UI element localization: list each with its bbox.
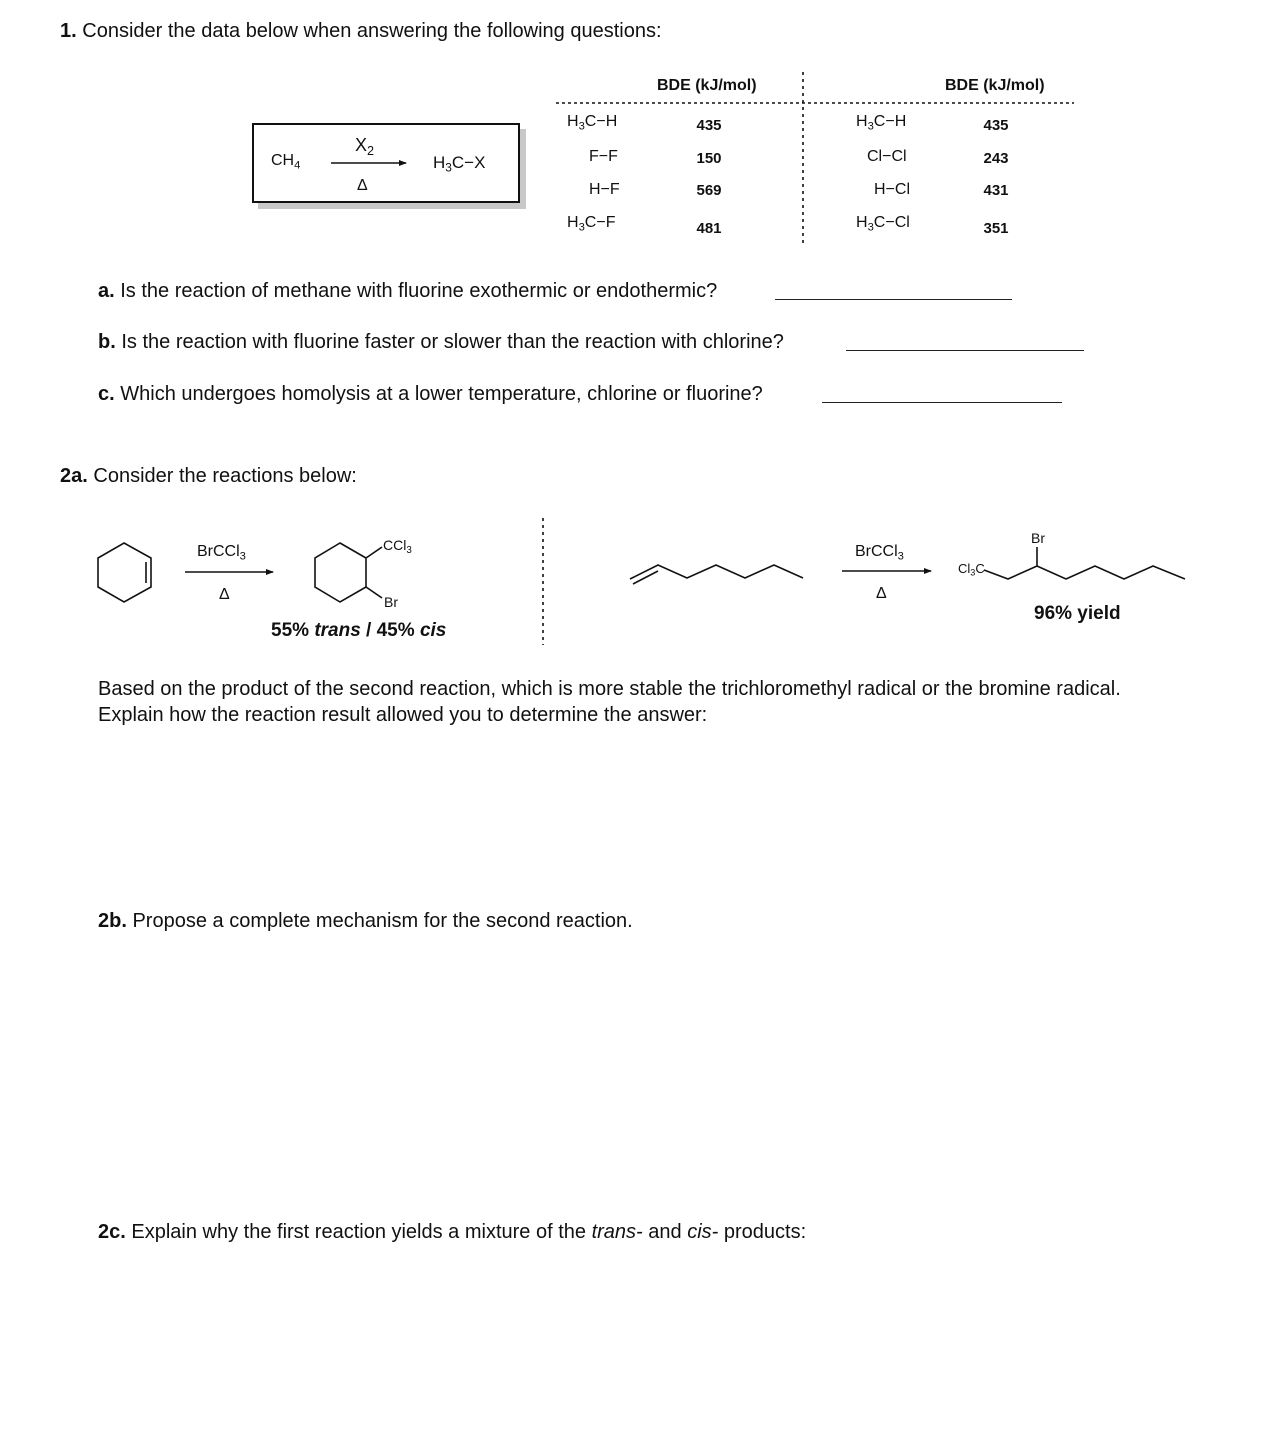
halomethane-product: $H_3C-X$: [433, 153, 486, 175]
bde-left-bond-4: $H_3C-F$: [567, 214, 616, 234]
bde-right-bond-4: $H_3C-Cl$: [856, 214, 910, 234]
r1-reagent: BrCCl$_3$: [197, 543, 246, 563]
r2-cl3c-substituent: $Cl_3C$: [958, 561, 985, 578]
bde-left-value-4: 481: [696, 220, 722, 237]
bde-right-value-2: 243: [983, 150, 1009, 167]
bde-right-value-1: 435: [983, 117, 1009, 134]
bde-left-bond-1: $H_3C-H$: [567, 113, 618, 133]
bde-left-value-1: 435: [696, 117, 722, 134]
r2-product-structure: [984, 547, 1185, 579]
q2c-question: 2c. Explain why the first reaction yields a mixture of the trans- and cis- products:: [98, 1221, 807, 1243]
r2-heat: Δ: [876, 585, 887, 602]
r1-product-structure: [315, 543, 382, 602]
q2a-followup-line2: Explain how the reaction result allowed you to determine the answer:: [98, 704, 708, 726]
cyclohexene-structure: [98, 543, 151, 602]
halogen-reagent: $X_2$: [355, 135, 375, 158]
r2-yield: 96% yield: [1034, 603, 1121, 624]
q2a-prompt: Consider the reactions below:: [93, 465, 357, 487]
bde-left-bond-2: F−F: [589, 148, 618, 165]
q2a-followup-line1: Based on the product of the second reaction, which is more stable the trichloromethyl radical or the bromine radical.: [98, 678, 1121, 700]
bde-right-bond-1: $H_3C-H$: [856, 113, 907, 133]
q1b-question: b. Is the reaction with fluorine faster or slower than the reaction with chlorine?: [98, 331, 784, 353]
r2-reagent: BrCCl$_3$: [855, 543, 904, 563]
q2b-question: 2b. Propose a complete mechanism for the second reaction.: [98, 910, 633, 932]
q1-prompt: Consider the data below when answering the following questions:: [82, 20, 662, 42]
q1a-question: a. Is the reaction of methane with fluorine exothermic or endothermic?: [98, 280, 718, 302]
bde-right-value-3: 431: [983, 182, 1009, 199]
bde-header-right: BDE (kJ/mol): [945, 77, 1045, 94]
bde-right-value-4: 351: [983, 220, 1009, 237]
r1-br-substituent: Br: [384, 594, 398, 610]
bde-left-bond-3: H−F: [589, 181, 620, 198]
bde-left-value-2: 150: [696, 150, 722, 167]
q1c-question: c. Which undergoes homolysis at a lower temperature, chlorine or fluorine?: [98, 383, 763, 405]
heat-condition: Δ: [357, 177, 368, 194]
q1-number: 1.: [60, 20, 77, 42]
bde-left-value-3: 569: [696, 182, 722, 199]
bde-right-bond-2: Cl−Cl: [867, 148, 907, 165]
r1-ccl3-substituent: CCl$_3$: [383, 537, 412, 556]
r1-heat: Δ: [219, 586, 230, 603]
bde-right-bond-3: H−Cl: [874, 181, 911, 198]
r2-br-substituent: Br: [1031, 530, 1045, 546]
methane-reactant: $CH_4$: [271, 152, 301, 172]
q2a-number: 2a.: [60, 465, 88, 487]
r1-isomer-ratio: 55% trans / 45% cis: [271, 620, 447, 641]
bde-header-left: BDE (kJ/mol): [657, 77, 757, 94]
